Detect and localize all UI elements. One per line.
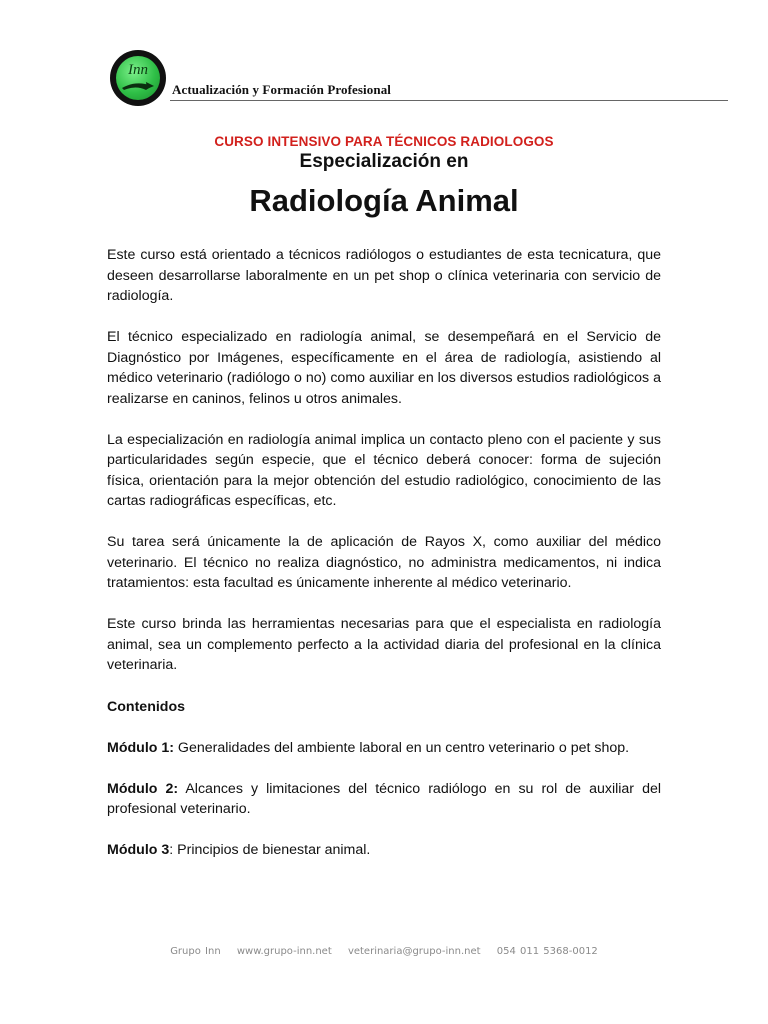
- contents-heading: Contenidos: [107, 698, 186, 715]
- footer-company: Grupo Inn: [170, 946, 221, 957]
- paragraph-role: El técnico especializado en radiología animal, se desempeñará en el Servicio de Diagnóstico por Imágenes, específicamente en el área de radiología, asistiendo al médico veterinario (radiólogo o no) como auxiliar en los diversos estudios radiológicos a realizarse en caninos, felinos u otros animales.: [107, 329, 661, 407]
- header-divider: [170, 100, 728, 101]
- module-text: Alcances y limitaciones del técnico radiólogo en su rol de auxiliar del profesional veterinario.: [107, 780, 662, 817]
- logo-text: Inn: [128, 62, 148, 78]
- module-item-1: [107, 738, 661, 759]
- module-text: : Principios de bienestar animal.: [169, 842, 371, 858]
- logo-swoosh-icon: [120, 78, 156, 94]
- company-tagline: Actualización y Formación Profesional: [172, 82, 392, 97]
- logo-inner-circle: [116, 56, 160, 100]
- course-subtitle: Especialización en: [299, 151, 469, 172]
- paragraph-specialization: La especialización en radiología animal implica un contacto pleno con el paciente y sus particularidades según especie, que el técnico deberá conocer: forma de sujeción física, orientación para la mejor obtención del estudio radiológico, conocimiento de las cartas radiográficas específicas, etc.: [107, 431, 661, 509]
- footer-email-link[interactable]: veterinaria@grupo-inn.net: [347, 946, 481, 957]
- module-item-3: [107, 840, 661, 861]
- course-main-title: Radiología Animal: [249, 183, 519, 218]
- page-header: [0, 0, 768, 115]
- course-type-title: CURSO INTENSIVO PARA TÉCNICOS RADIOLOGOS: [214, 134, 554, 149]
- module-item-2: [107, 779, 661, 820]
- document-body: [107, 245, 661, 881]
- paragraph-task: Su tarea será únicamente la de aplicación de Rayos X, como auxiliar del médico veterinario. El técnico no realiza diagnóstico, no administra medicamentos, ni indica tratamientos: esta facultad es únicamente inherente al médico veterinario.: [107, 534, 661, 591]
- grupo-inn-logo: [110, 50, 166, 106]
- footer-phone: 054 011 5368-0012: [496, 946, 598, 957]
- footer-website-link[interactable]: www.grupo-inn.net: [236, 946, 332, 957]
- title-block: [0, 134, 768, 219]
- module-label: Módulo 1:: [107, 739, 174, 756]
- paragraph-tools: Este curso brinda las herramientas necesarias para que el especialista en radiología animal, sea un complemento perfecto a la actividad diaria del profesional en la clínica veterinaria.: [107, 616, 661, 673]
- module-label: Módulo 2:: [107, 780, 179, 797]
- paragraph-intro: Este curso está orientado a técnicos radiólogos o estudiantes de esta tecnicatura, que deseen desarrollarse laboralmente en un pet shop o clínica veterinaria con servicio de radiología.: [107, 247, 661, 304]
- module-text: Generalidades del ambiente laboral en un centro veterinario o pet shop.: [173, 739, 630, 756]
- page-footer: [0, 946, 768, 957]
- module-label: Módulo 3: [107, 842, 170, 858]
